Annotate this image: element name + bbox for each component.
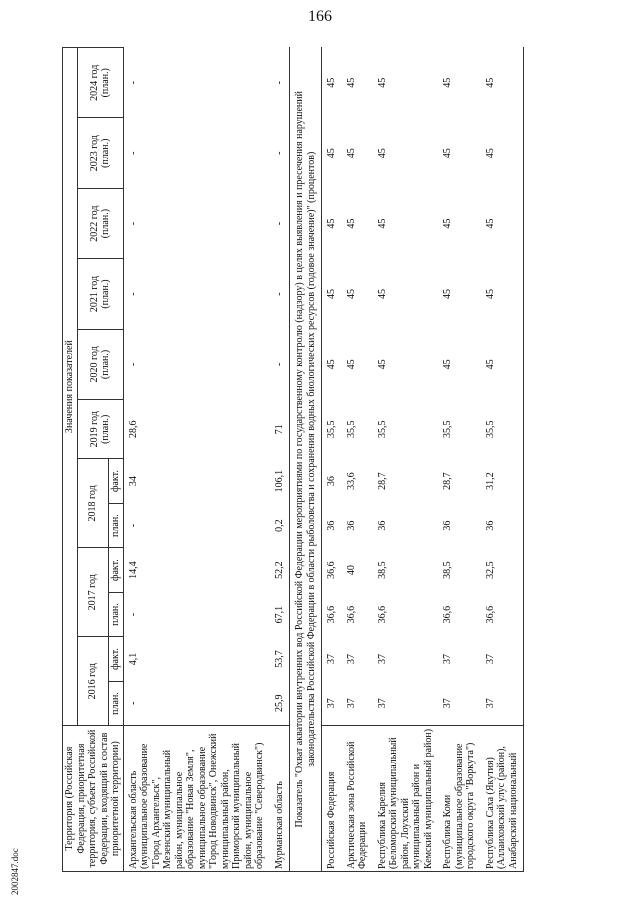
header-fact: факт. xyxy=(109,637,124,681)
table-cell: 28,7 xyxy=(442,472,453,490)
table-row xyxy=(123,48,270,872)
header-territory: Территория (Российская Федерация, приоритетная территория, субъект Российской Федерации, входящий в состав приоритетной территории) xyxy=(63,726,124,872)
table-cell: - xyxy=(273,81,285,85)
table-cell: 45 xyxy=(481,118,524,188)
table-cell: 45 xyxy=(481,48,524,119)
table-cell: 37 xyxy=(481,681,524,725)
table-cell: 45 xyxy=(442,218,453,229)
territory-name: Республика Коми (муниципальное образование городского округа "Воркута") xyxy=(438,726,481,872)
table-cell: 37 xyxy=(481,637,524,681)
table-cell: 36,6 xyxy=(481,592,524,636)
table-row xyxy=(322,48,342,872)
table-row xyxy=(481,48,524,872)
table-cell: - xyxy=(127,151,139,155)
table-cell: 35,5 xyxy=(481,400,524,459)
table-row xyxy=(342,48,373,872)
table-cell: 36 xyxy=(376,520,388,531)
rotated-table-wrapper xyxy=(62,47,622,872)
table-cell: 45 xyxy=(345,289,357,300)
territory-name: Мурманская область xyxy=(270,726,290,872)
document-footer: 2002847.doc xyxy=(10,848,20,895)
table-cell: 28,6 xyxy=(127,420,139,439)
header-values-group: Значения показателей xyxy=(63,48,78,726)
page-number: 166 xyxy=(308,8,332,25)
table-cell: 31,2 xyxy=(481,459,524,503)
table-cell: 106,1 xyxy=(273,469,285,493)
header-fact: факт. xyxy=(109,548,124,592)
table-cell: 45 xyxy=(376,218,388,229)
table-cell: 32,5 xyxy=(481,548,524,592)
table-cell: 45 xyxy=(326,289,337,300)
table-cell: - xyxy=(273,151,285,155)
table-cell: 36,6 xyxy=(326,605,337,624)
table-cell: 45 xyxy=(345,77,357,88)
table-cell: 25,9 xyxy=(273,694,285,712)
table-cell: 45 xyxy=(345,218,357,229)
table-cell: 45 xyxy=(326,148,337,159)
table-row xyxy=(438,48,481,872)
table-cell: 45 xyxy=(376,77,388,88)
table-cell: 52,2 xyxy=(273,561,285,579)
indicators-table xyxy=(62,47,524,872)
header-plan: план. xyxy=(109,592,124,636)
table-cell: 45 xyxy=(442,77,453,88)
table-cell: 36,6 xyxy=(376,605,388,624)
table-cell: 35,5 xyxy=(442,420,453,439)
header-plan: план. xyxy=(109,503,124,547)
table-cell: - xyxy=(273,292,285,296)
table-cell: 37 xyxy=(345,698,357,709)
table-cell: 45 xyxy=(442,289,453,300)
table-cell: 37 xyxy=(376,654,388,665)
table-cell: 35,5 xyxy=(326,420,337,439)
territory-name: Российская Федерация xyxy=(322,726,342,872)
table-cell: 35,5 xyxy=(376,420,388,439)
table-cell: - xyxy=(127,292,139,296)
header-year: 2017 год xyxy=(77,548,109,637)
table-cell: - xyxy=(127,362,139,367)
table-cell: 45 xyxy=(442,148,453,159)
territory-name: Республика Саха (Якутия) (Аллаиховский улус (район), Анабарский национальный xyxy=(481,726,524,872)
table-cell: 45 xyxy=(442,359,453,370)
header-future-year: 2021 год (план.) xyxy=(77,259,123,329)
table-cell: - xyxy=(273,221,285,226)
table-cell: 4,1 xyxy=(127,652,139,666)
table-cell: 36 xyxy=(442,520,453,531)
territory-name: Республика Карелия (Беломорский муниципальный район, Лоухский муниципальный район и Кемский муниципальный район) xyxy=(373,726,439,872)
header-year: 2018 год xyxy=(77,459,109,548)
table-cell: 37 xyxy=(376,698,388,709)
table-cell: 53,7 xyxy=(273,650,285,668)
table-cell: - xyxy=(127,701,139,705)
table-cell: 45 xyxy=(345,148,357,159)
table-cell: 38,5 xyxy=(376,561,388,579)
table-cell: 71 xyxy=(273,424,285,435)
table-row xyxy=(270,48,290,872)
header-future-year: 2022 год (план.) xyxy=(77,188,123,258)
table-cell: 38,5 xyxy=(442,561,453,579)
table-cell: 36,6 xyxy=(442,605,453,624)
table-cell: 37 xyxy=(326,698,337,709)
table-cell: 37 xyxy=(442,654,453,665)
table-cell: 67,1 xyxy=(273,605,285,624)
table-cell: 35,5 xyxy=(345,420,357,439)
table-cell: 45 xyxy=(376,359,388,370)
table-cell: 45 xyxy=(376,148,388,159)
table-cell: - xyxy=(127,81,139,85)
table-cell: - xyxy=(127,221,139,226)
table-cell: - xyxy=(127,523,139,528)
table-cell: 37 xyxy=(345,654,357,665)
table-cell: 45 xyxy=(326,77,337,88)
table-cell: 45 xyxy=(345,359,357,370)
table-cell: 36,6 xyxy=(326,561,337,579)
table-cell: 45 xyxy=(326,359,337,370)
table-cell: 40 xyxy=(345,565,357,576)
table-cell: 45 xyxy=(376,289,388,300)
table-cell: 33,6 xyxy=(345,472,357,490)
table-cell: 0,2 xyxy=(273,519,285,532)
table-cell: - xyxy=(127,612,139,617)
table-cell: 45 xyxy=(481,329,524,399)
territory-name: Архангельская область (муниципальное образование "Город Архангельск", Мезенский муниципальный район, муниципальное образование "Новая Земля", муниципальное образование "Город Новодвинск", Онежский муниципальный район, Приморский муниципальный район, муниципальное образование "Северодвинск") xyxy=(123,726,270,872)
header-year: 2016 год xyxy=(77,637,109,726)
table-cell: 14,4 xyxy=(127,561,139,579)
table-cell: 37 xyxy=(442,698,453,709)
table-cell: 45 xyxy=(326,218,337,229)
table-cell: 45 xyxy=(481,188,524,258)
indicator-title: Показатель "Охват акватории внутренних вод Российской Федерации мероприятиями по государственному контролю (надзору) в целях выявления и пресечения нарушений законодательства Российской Федерации в области рыболовства и сохранения водных биологических ресурсов (годовое значение)" (процентов) xyxy=(290,48,322,872)
header-future-year: 2019 год (план.) xyxy=(77,400,123,459)
table-cell: 28,7 xyxy=(376,472,388,490)
header-fact: факт. xyxy=(109,459,124,503)
table-row xyxy=(373,48,439,872)
table-cell: 36,6 xyxy=(345,605,357,624)
table-cell: 36 xyxy=(326,476,337,487)
header-plan: план. xyxy=(109,681,124,725)
table-cell: 36 xyxy=(345,520,357,531)
header-future-year: 2020 год (план.) xyxy=(77,329,123,399)
table-cell: 45 xyxy=(481,259,524,329)
territory-name: Арктическая зона Российской Федерации xyxy=(342,726,373,872)
table-cell: - xyxy=(273,362,285,367)
header-future-year: 2024 год (план.) xyxy=(77,48,123,119)
header-future-year: 2023 год (план.) xyxy=(77,118,123,188)
indicator-row xyxy=(290,48,322,872)
table-cell: 36 xyxy=(326,520,337,531)
table-cell: 34 xyxy=(127,476,139,487)
table-cell: 36 xyxy=(481,503,524,547)
table-cell: 37 xyxy=(326,654,337,665)
